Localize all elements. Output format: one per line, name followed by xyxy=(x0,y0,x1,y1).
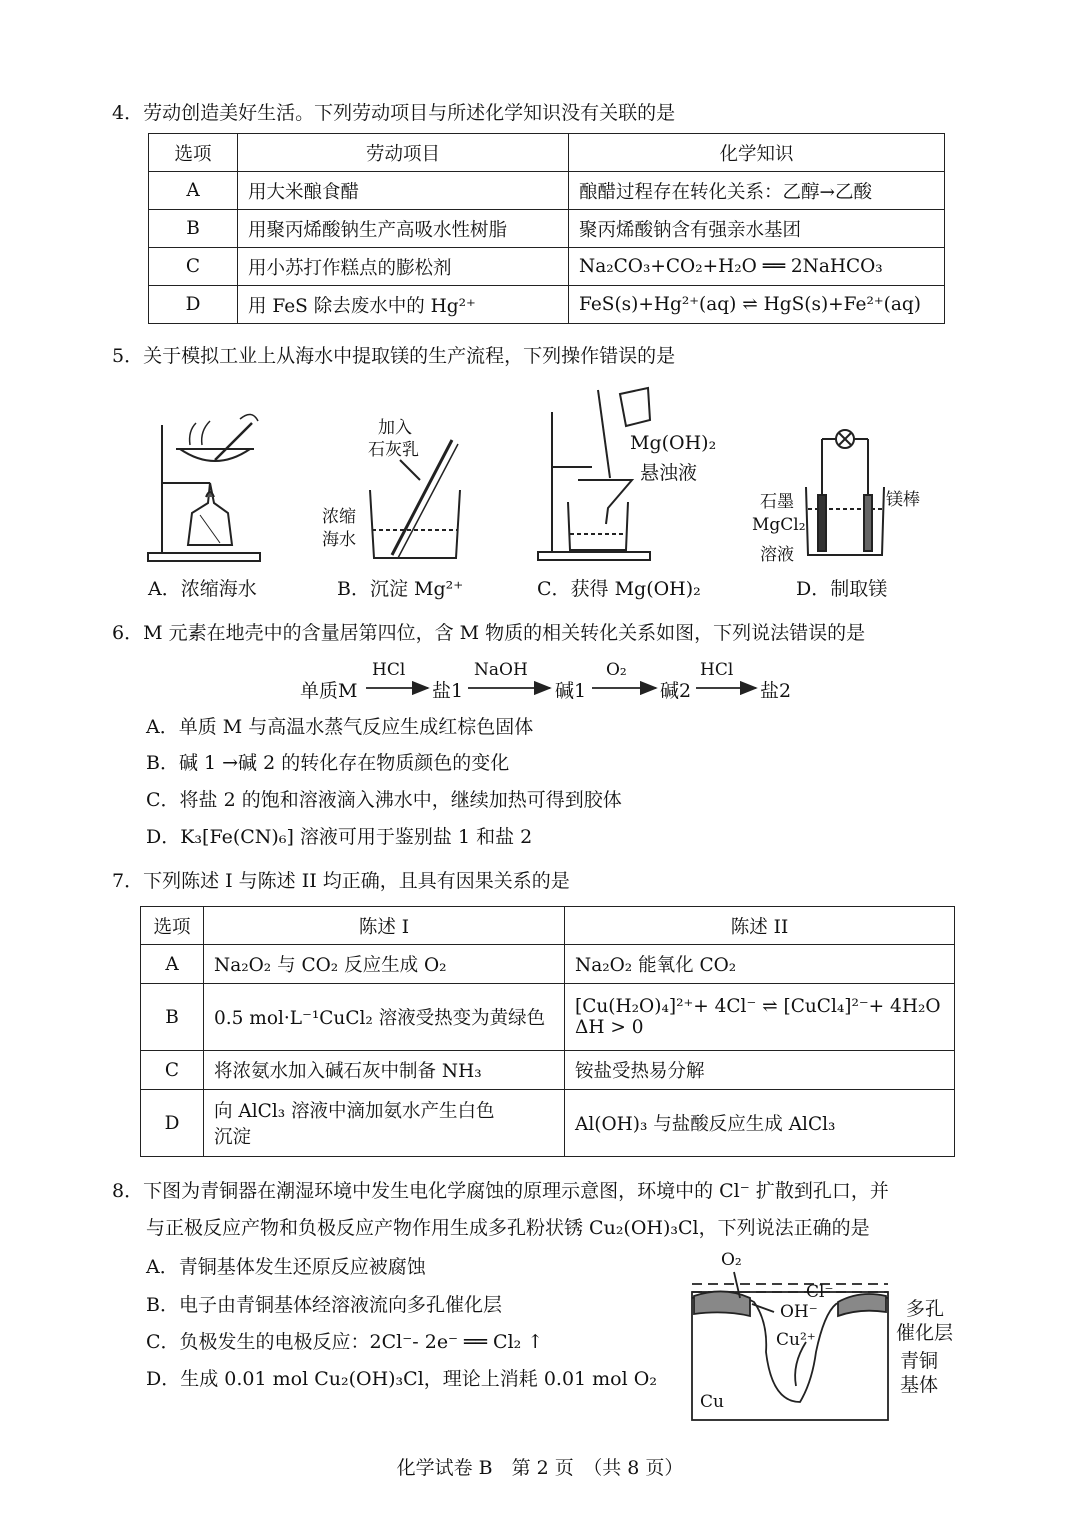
item-cell: 用大米酿食醋 xyxy=(238,172,569,210)
equation-line: [Cu(H₂O)₄]²⁺+ 4Cl⁻ ⇌ [CuCl₄]²⁻+ 4H₂O xyxy=(575,996,941,1017)
q7-stem: 7．下列陈述 I 与陈述 II 均正确，且具有因果关系的是 xyxy=(112,870,570,892)
enthalpy-line: ΔH > 0 xyxy=(575,1017,644,1038)
caption-b: B．沉淀 Mg²⁺ xyxy=(337,578,464,600)
label-porous: 多孔 xyxy=(906,1298,945,1320)
statement1-cell: Na₂O₂ 与 CO₂ 反应生成 O₂ xyxy=(204,945,565,984)
chain-node: 单质M xyxy=(300,680,358,702)
table-row xyxy=(141,1051,955,1090)
label-graphite: 石墨 xyxy=(760,492,794,512)
q6-option-b: B．碱 1 →碱 2 的转化存在物质颜色的变化 xyxy=(146,752,510,774)
item-cell: 用聚丙烯酸钠生产高吸水性树脂 xyxy=(238,210,569,248)
label-bronze: 青铜 xyxy=(900,1350,939,1372)
q5-stem: 5．关于模拟工业上从海水中提取镁的生产流程，下列操作错误的是 xyxy=(112,345,676,367)
statement1-cell: 0.5 mol·L⁻¹CuCl₂ 溶液受热变为黄绿色 xyxy=(204,984,565,1051)
chain-reagent: HCl xyxy=(372,660,406,680)
statement2-cell xyxy=(565,984,955,1051)
statement-line: 向 AlCl₃ 溶液中滴加氨水产生白色 xyxy=(214,1101,495,1122)
statement2-cell: 铵盐受热易分解 xyxy=(565,1051,955,1090)
item-cell: 用 FeS 除去废水中的 Hg²⁺ xyxy=(238,286,569,324)
statement1-cell xyxy=(204,1090,565,1157)
header-cell: 陈述 II xyxy=(565,907,955,945)
label-matrix: 基体 xyxy=(900,1374,939,1396)
caption-d: D．制取镁 xyxy=(796,578,888,600)
option-cell: D xyxy=(141,1090,204,1157)
q8-option-b: B．电子由青铜基体经溶液流向多孔催化层 xyxy=(146,1294,502,1316)
label-mg-rod: 镁棒 xyxy=(886,490,920,510)
label-mgcl2: MgCl₂ xyxy=(752,515,806,535)
q8-option-c: C．负极发生的电极反应：2Cl⁻- 2e⁻ ══ Cl₂ ↑ xyxy=(146,1331,544,1353)
option-cell: D xyxy=(149,286,238,324)
label-o2: O₂ xyxy=(721,1250,742,1270)
chain-node: 碱2 xyxy=(660,680,692,702)
table-row xyxy=(141,1090,955,1157)
label-lime-milk: 石灰乳 xyxy=(368,440,419,460)
knowledge-cell: Na₂CO₃+CO₂+H₂O ══ 2NaHCO₃ xyxy=(569,248,945,286)
label-seawater: 海水 xyxy=(322,530,356,550)
q6-option-a: A．单质 M 与高温水蒸气反应生成红棕色固体 xyxy=(146,716,534,738)
q6-option-c: C．将盐 2 的饱和溶液滴入沸水中，继续加热可得到胶体 xyxy=(146,789,622,811)
label-concentrated: 浓缩 xyxy=(322,507,356,527)
label-add: 加入 xyxy=(378,418,412,438)
caption-c: C．获得 Mg(OH)₂ xyxy=(537,578,701,600)
statement1-cell: 将浓氨水加入碱石灰中制备 NH₃ xyxy=(204,1051,565,1090)
statement-line: 沉淀 xyxy=(214,1127,252,1148)
option-cell: B xyxy=(149,210,238,248)
label-catalytic-layer: 催化层 xyxy=(896,1322,954,1344)
header-cell: 陈述 I xyxy=(204,907,565,945)
q6-stem: 6．M 元素在地壳中的含量居第四位，含 M 物质的相关转化关系如图，下列说法错误的是 xyxy=(112,622,866,644)
option-cell: A xyxy=(149,172,238,210)
knowledge-cell: FeS(s)+Hg²⁺(aq) ⇌ HgS(s)+Fe²⁺(aq) xyxy=(569,286,945,324)
label-oh: OH⁻ xyxy=(780,1302,818,1322)
option-cell: C xyxy=(141,1051,204,1090)
statement2-cell: Na₂O₂ 能氧化 CO₂ xyxy=(565,945,955,984)
header-cell: 选项 xyxy=(141,907,204,945)
label-suspension: 悬浊液 xyxy=(640,462,698,484)
statement2-cell: Al(OH)₃ 与盐酸反应生成 AlCl₃ xyxy=(565,1090,955,1157)
chain-node: 碱1 xyxy=(555,680,587,702)
option-cell: A xyxy=(141,945,204,984)
q8-option-a: A．青铜基体发生还原反应被腐蚀 xyxy=(146,1256,426,1278)
table-row xyxy=(141,945,955,984)
q6-option-d: D．K₃[Fe(CN)₆] 溶液可用于鉴别盐 1 和盐 2 xyxy=(146,826,533,848)
option-cell: C xyxy=(149,248,238,286)
q7-table xyxy=(140,906,955,1157)
q8-option-d: D．生成 0.01 mol Cu₂(OH)₃Cl，理论上消耗 0.01 mol O₂ xyxy=(146,1368,657,1390)
q8-stem-line1: 8．下图为青铜器在潮湿环境中发生电化学腐蚀的原理示意图，环境中的 Cl⁻ 扩散到孔口，并 xyxy=(112,1180,889,1202)
q4-stem: 4．劳动创造美好生活。下列劳动项目与所述化学知识没有关联的是 xyxy=(112,102,676,124)
label-cl: Cl⁻ xyxy=(806,1282,834,1302)
q8-stem-line2: 与正极反应产物和负极反应产物作用生成多孔粉状锈 Cu₂(OH)₃Cl，下列说法正确的是 xyxy=(146,1217,870,1239)
chain-reagent: HCl xyxy=(700,660,734,680)
option-cell: B xyxy=(141,984,204,1051)
table-row xyxy=(141,984,955,1051)
chain-reagent: O₂ xyxy=(606,660,627,680)
label-solution: 溶液 xyxy=(760,545,794,565)
item-cell: 用小苏打作糕点的膨松剂 xyxy=(238,248,569,286)
knowledge-cell: 聚丙烯酸钠含有强亲水基团 xyxy=(569,210,945,248)
chain-node: 盐2 xyxy=(760,680,792,702)
knowledge-cell: 酿醋过程存在转化关系：乙醇→乙酸 xyxy=(569,172,945,210)
page-footer: 化学试卷 B 第 2 页 （共 8 页） xyxy=(396,1457,684,1479)
header-cell: 化学知识 xyxy=(569,134,945,172)
caption-a: A．浓缩海水 xyxy=(148,578,257,600)
label-mg-oh2: Mg(OH)₂ xyxy=(630,432,717,454)
header-cell: 劳动项目 xyxy=(238,134,569,172)
label-cu: Cu xyxy=(700,1392,724,1412)
label-cu2: Cu²⁺ xyxy=(776,1330,816,1350)
chain-reagent: NaOH xyxy=(474,660,528,680)
header-cell: 选项 xyxy=(149,134,238,172)
table-header-row xyxy=(141,907,955,945)
chain-node: 盐1 xyxy=(432,680,464,702)
